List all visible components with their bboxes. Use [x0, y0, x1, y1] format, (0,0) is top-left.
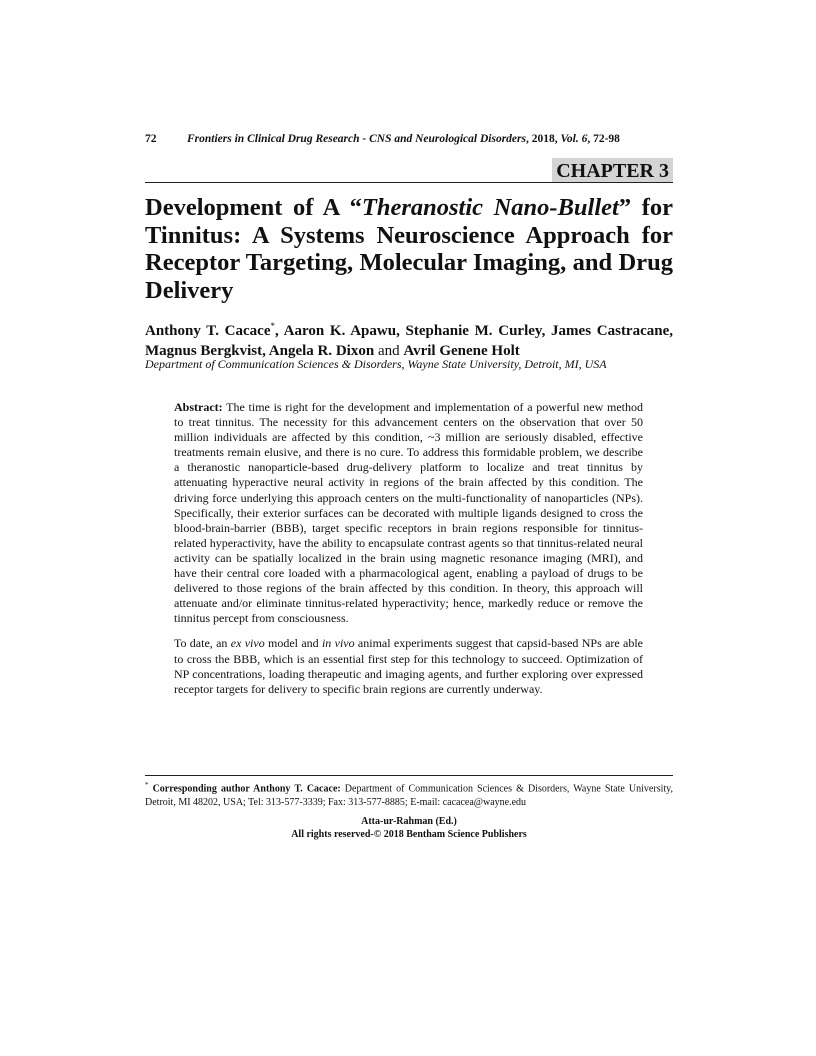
author-list	[145, 316, 673, 361]
journal-pages: , 72-98	[587, 133, 620, 145]
abstract-text-2a: To date, an	[174, 636, 231, 651]
abstract-text-1: The time is right for the development and implementation of a powerful new method to treat tinnitus. The necessity for this advancement centers on the observation that over 50 million individuals are affected by this condition, ~3 million are seriously disabled, effective treatments remain elusive, and there is no cure. To address this formidable problem, we describe a theranostic nanoparticle-based drug-delivery platform to localize and treat tinnitus by attenuating hyperactive neural activity in regions of the brain affected by this condition. The driving force underlying this approach centers on the multi-functionality of nanoparticles (NPs). Specifically, their exterior surfaces can be decorated with multiple ligands designed to cross the blood-brain-barrier (BBB), target specific receptors in brain regions responsible for tinnitus-related hyperactivity, have the ability to encapsulate contrast agents so that tinnitus-related neural activity can be spatially localized in the brain using magnetic resonance imaging (MRI), and have their central core loaded with a pharmacological agent, enabling a payload of drugs to be delivered to those regions of the brain affected by this condition. In theory, this approach will attenuate and/or eliminate tinnitus-related hyperactivity; hence, markedly reduce or remove the tinnitus percept from consciousness.	[174, 400, 643, 626]
author-rest: , Aaron K. Apawu, Stephanie M. Curley, James Castracane, Magnus Bergkvist, Angela R. Dixon	[145, 323, 674, 359]
author-first: Anthony T. Cacace	[145, 323, 271, 339]
abstract-text-2b: model and	[264, 636, 322, 651]
editor-name: Atta-ur-Rahman (Ed.)	[361, 816, 457, 827]
abstract-in-vivo: in vivo	[321, 636, 355, 651]
journal-volume: Vol. 6	[560, 133, 588, 145]
running-head	[145, 133, 675, 145]
title-italic: Theranostic Nano-Bullet	[361, 194, 619, 221]
author-last: Avril Genene Holt	[403, 343, 520, 359]
abstract-label: Abstract:	[174, 400, 223, 414]
corresponding-mark: *	[270, 321, 275, 331]
journal-year: , 2018,	[525, 133, 561, 145]
footnote-mark: *	[145, 781, 149, 789]
editor-block	[145, 815, 673, 841]
rights-statement: All rights reserved-© 2018 Bentham Science Publishers	[291, 829, 527, 840]
title-part-1: Development of A “	[145, 194, 362, 221]
abstract-ex-vivo: ex vivo	[230, 636, 265, 651]
footnote	[145, 779, 673, 809]
abstract-text-2c: animal experiments suggest that capsid-based NPs are able to cross the BBB, which is an essential first step for this technology to succeed. Optimization of NP concentrations, loading therapeutic and imaging agents, and further exploring over expressed receptor targets for delivery to specific brain regions are currently underway.	[174, 636, 644, 696]
chapter-label: CHAPTER 3	[552, 158, 673, 183]
abstract-paragraph-2	[174, 636, 643, 696]
journal-title: Frontiers in Clinical Drug Research - CNS and Neurological Disorders	[187, 133, 526, 145]
author-and: and	[374, 343, 404, 359]
page-number: 72	[145, 133, 157, 145]
footnote-label: Corresponding author Anthony T. Cacace:	[148, 783, 341, 795]
affiliation: Department of Communication Sciences & Disorders, Wayne State University, Detroit, MI, USA	[145, 357, 607, 371]
abstract	[174, 400, 643, 707]
footnote-text: Department of Communication Sciences & Disorders, Wayne State University, Detroit, MI 48202, USA; Tel: 313-577-3339; Fax: 313-577-8885; E-mail: cacacea@wayne.edu	[145, 783, 673, 808]
chapter-title	[145, 194, 673, 304]
title-part-2: ” for Tinnitus: A Systems Neuroscience Approach for Receptor Targeting, Molecular Imaging, and Drug Delivery	[145, 194, 673, 304]
footnote-divider	[145, 775, 673, 776]
chapter-divider	[145, 182, 673, 183]
abstract-paragraph-1	[174, 400, 643, 626]
